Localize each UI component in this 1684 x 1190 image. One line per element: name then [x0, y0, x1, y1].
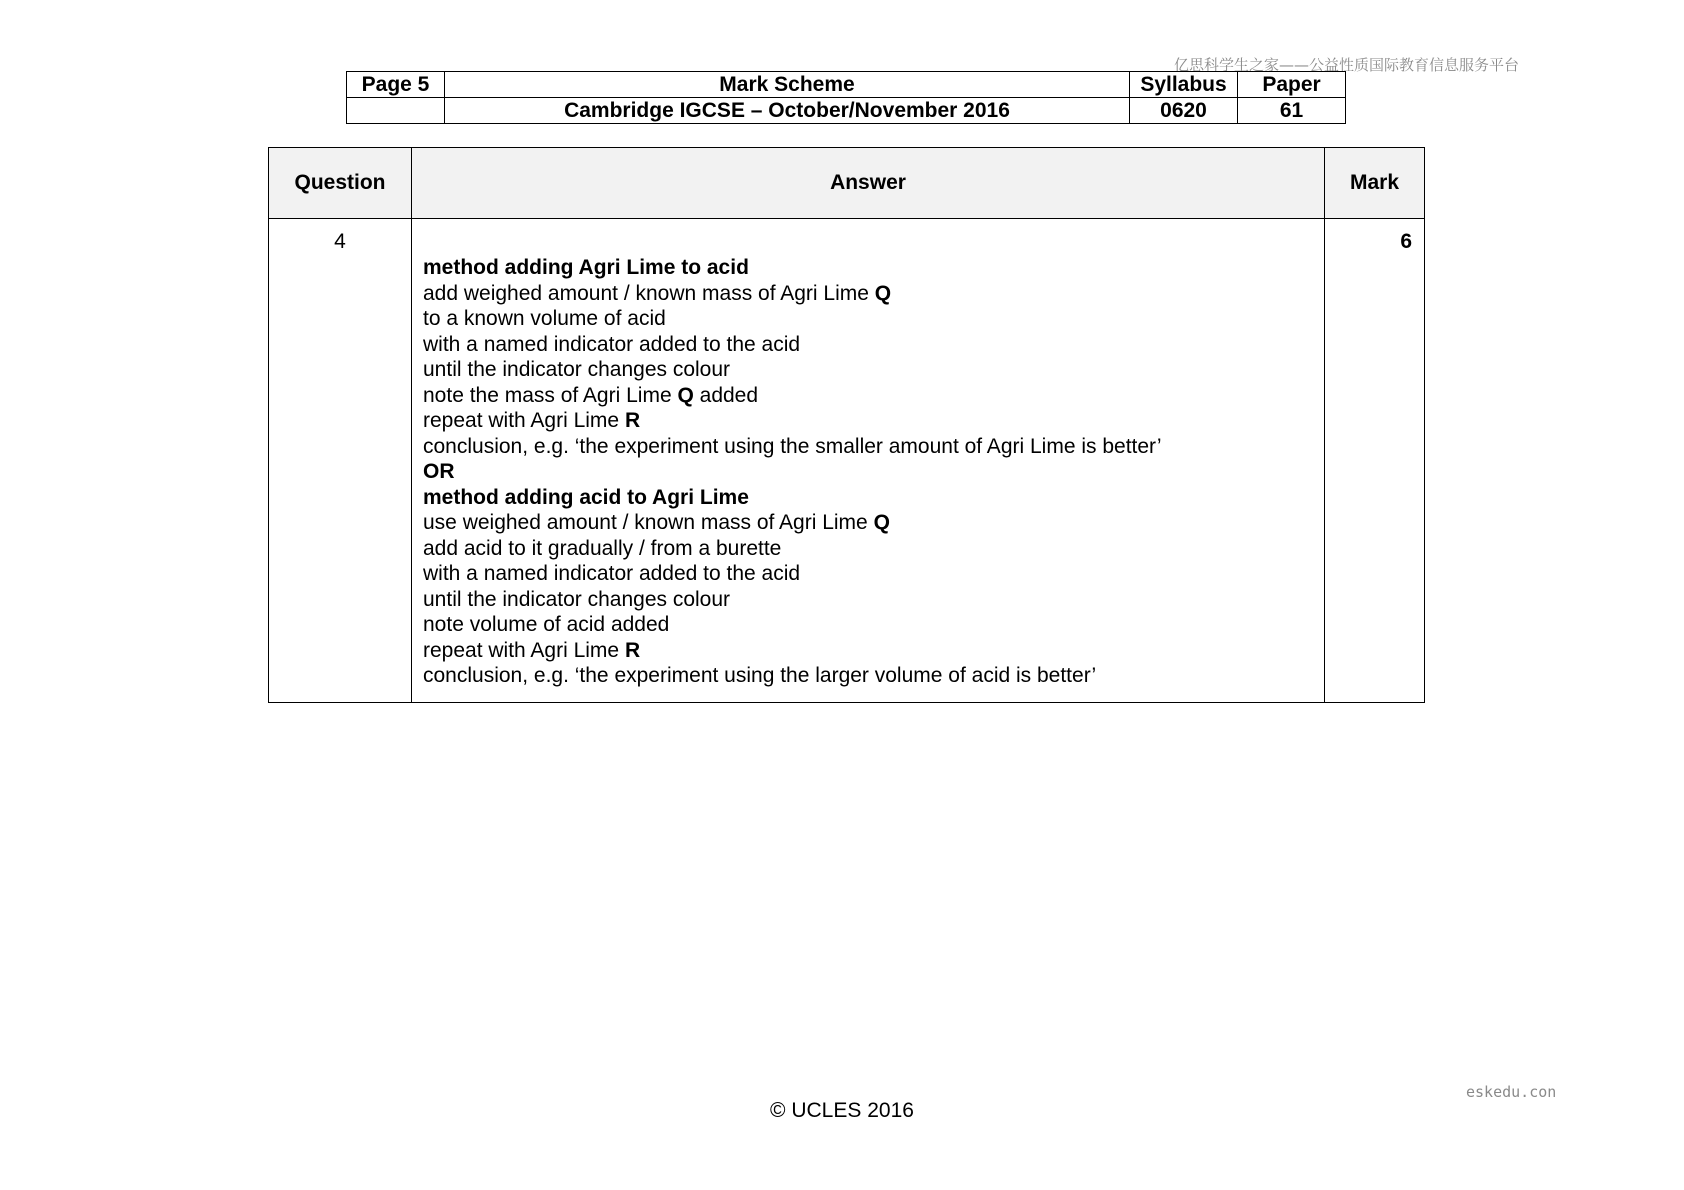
answer-line — [423, 459, 1324, 485]
paper-number: 61 — [1238, 98, 1346, 124]
answer-line — [423, 306, 1324, 332]
watermark-bottom: eskedu.con — [1466, 1083, 1557, 1101]
answer-line-after: added — [693, 383, 759, 407]
answer-line-text: use weighed amount / known mass of Agri Lime — [423, 511, 874, 534]
answer-line — [423, 408, 1324, 434]
syllabus-code: 0620 — [1130, 98, 1238, 124]
answer-line-text: conclusion, e.g. ‘the experiment using the smaller amount of Agri Lime is better’ — [423, 434, 1162, 458]
answer-line-text: note the mass of Agri Lime — [423, 383, 678, 407]
header-empty-cell — [347, 98, 445, 124]
answer-line-text: add weighed amount / known mass of Agri Lime — [423, 281, 875, 305]
answer-line-text: repeat with Agri Lime — [423, 409, 625, 432]
answer-line-text: method adding Agri Lime to acid — [423, 256, 749, 279]
syllabus-label: Syllabus — [1130, 72, 1238, 98]
answer-line — [423, 357, 1324, 383]
mark-scheme-table — [268, 147, 1425, 703]
answer-line — [423, 485, 1324, 511]
header-subtitle: Cambridge IGCSE – October/November 2016 — [445, 98, 1130, 124]
answer-line-text: until the indicator changes colour — [423, 358, 731, 381]
mark-value: 6 — [1325, 219, 1425, 703]
answer-line — [423, 332, 1324, 358]
answer-line-text: with a named indicator added to the acid — [423, 562, 801, 585]
header-title: Mark Scheme — [445, 72, 1130, 98]
column-header-answer: Answer — [412, 148, 1325, 219]
answer-line-label: Q — [873, 511, 890, 534]
answer-line — [423, 281, 1324, 307]
answer-line-text: with a named indicator added to the acid — [423, 332, 801, 356]
answer-line — [423, 383, 1324, 409]
answer-cell — [412, 219, 1325, 703]
copyright-footer: © UCLES 2016 — [770, 1099, 914, 1122]
answer-line-label: R — [624, 638, 641, 662]
header-table — [346, 71, 1346, 124]
answer-line-text: until the indicator changes colour — [423, 587, 731, 611]
answer-line-text: repeat with Agri Lime — [423, 638, 625, 662]
answer-line — [423, 510, 1324, 536]
answer-line — [423, 612, 1324, 638]
answer-line — [423, 638, 1324, 664]
answer-line — [423, 587, 1324, 613]
answer-line — [423, 663, 1324, 689]
answer-line-text: method adding acid to Agri Lime — [423, 485, 749, 509]
answer-line — [423, 561, 1324, 587]
answer-line-text: conclusion, e.g. ‘the experiment using the larger volume of acid is better’ — [423, 664, 1097, 687]
answer-line-label: Q — [677, 383, 694, 407]
answer-line-text: to a known volume of acid — [423, 307, 666, 330]
page-number: Page 5 — [347, 72, 445, 98]
answer-line — [423, 536, 1324, 562]
paper-label: Paper — [1238, 72, 1346, 98]
watermark-top: 亿思科学生之家——公益性质国际教育信息服务平台 — [1174, 56, 1520, 74]
answer-line-label: R — [624, 409, 641, 432]
column-header-question: Question — [269, 148, 412, 219]
answer-line-text: add acid to it gradually / from a burette — [423, 536, 782, 560]
column-header-mark: Mark — [1325, 148, 1425, 219]
answer-line — [423, 434, 1324, 460]
answer-line-label: Q — [874, 281, 892, 305]
answer-line-text: note volume of acid added — [423, 613, 670, 636]
answer-line — [423, 255, 1324, 281]
answer-line-text: OR — [423, 460, 455, 483]
question-number: 4 — [269, 219, 412, 703]
